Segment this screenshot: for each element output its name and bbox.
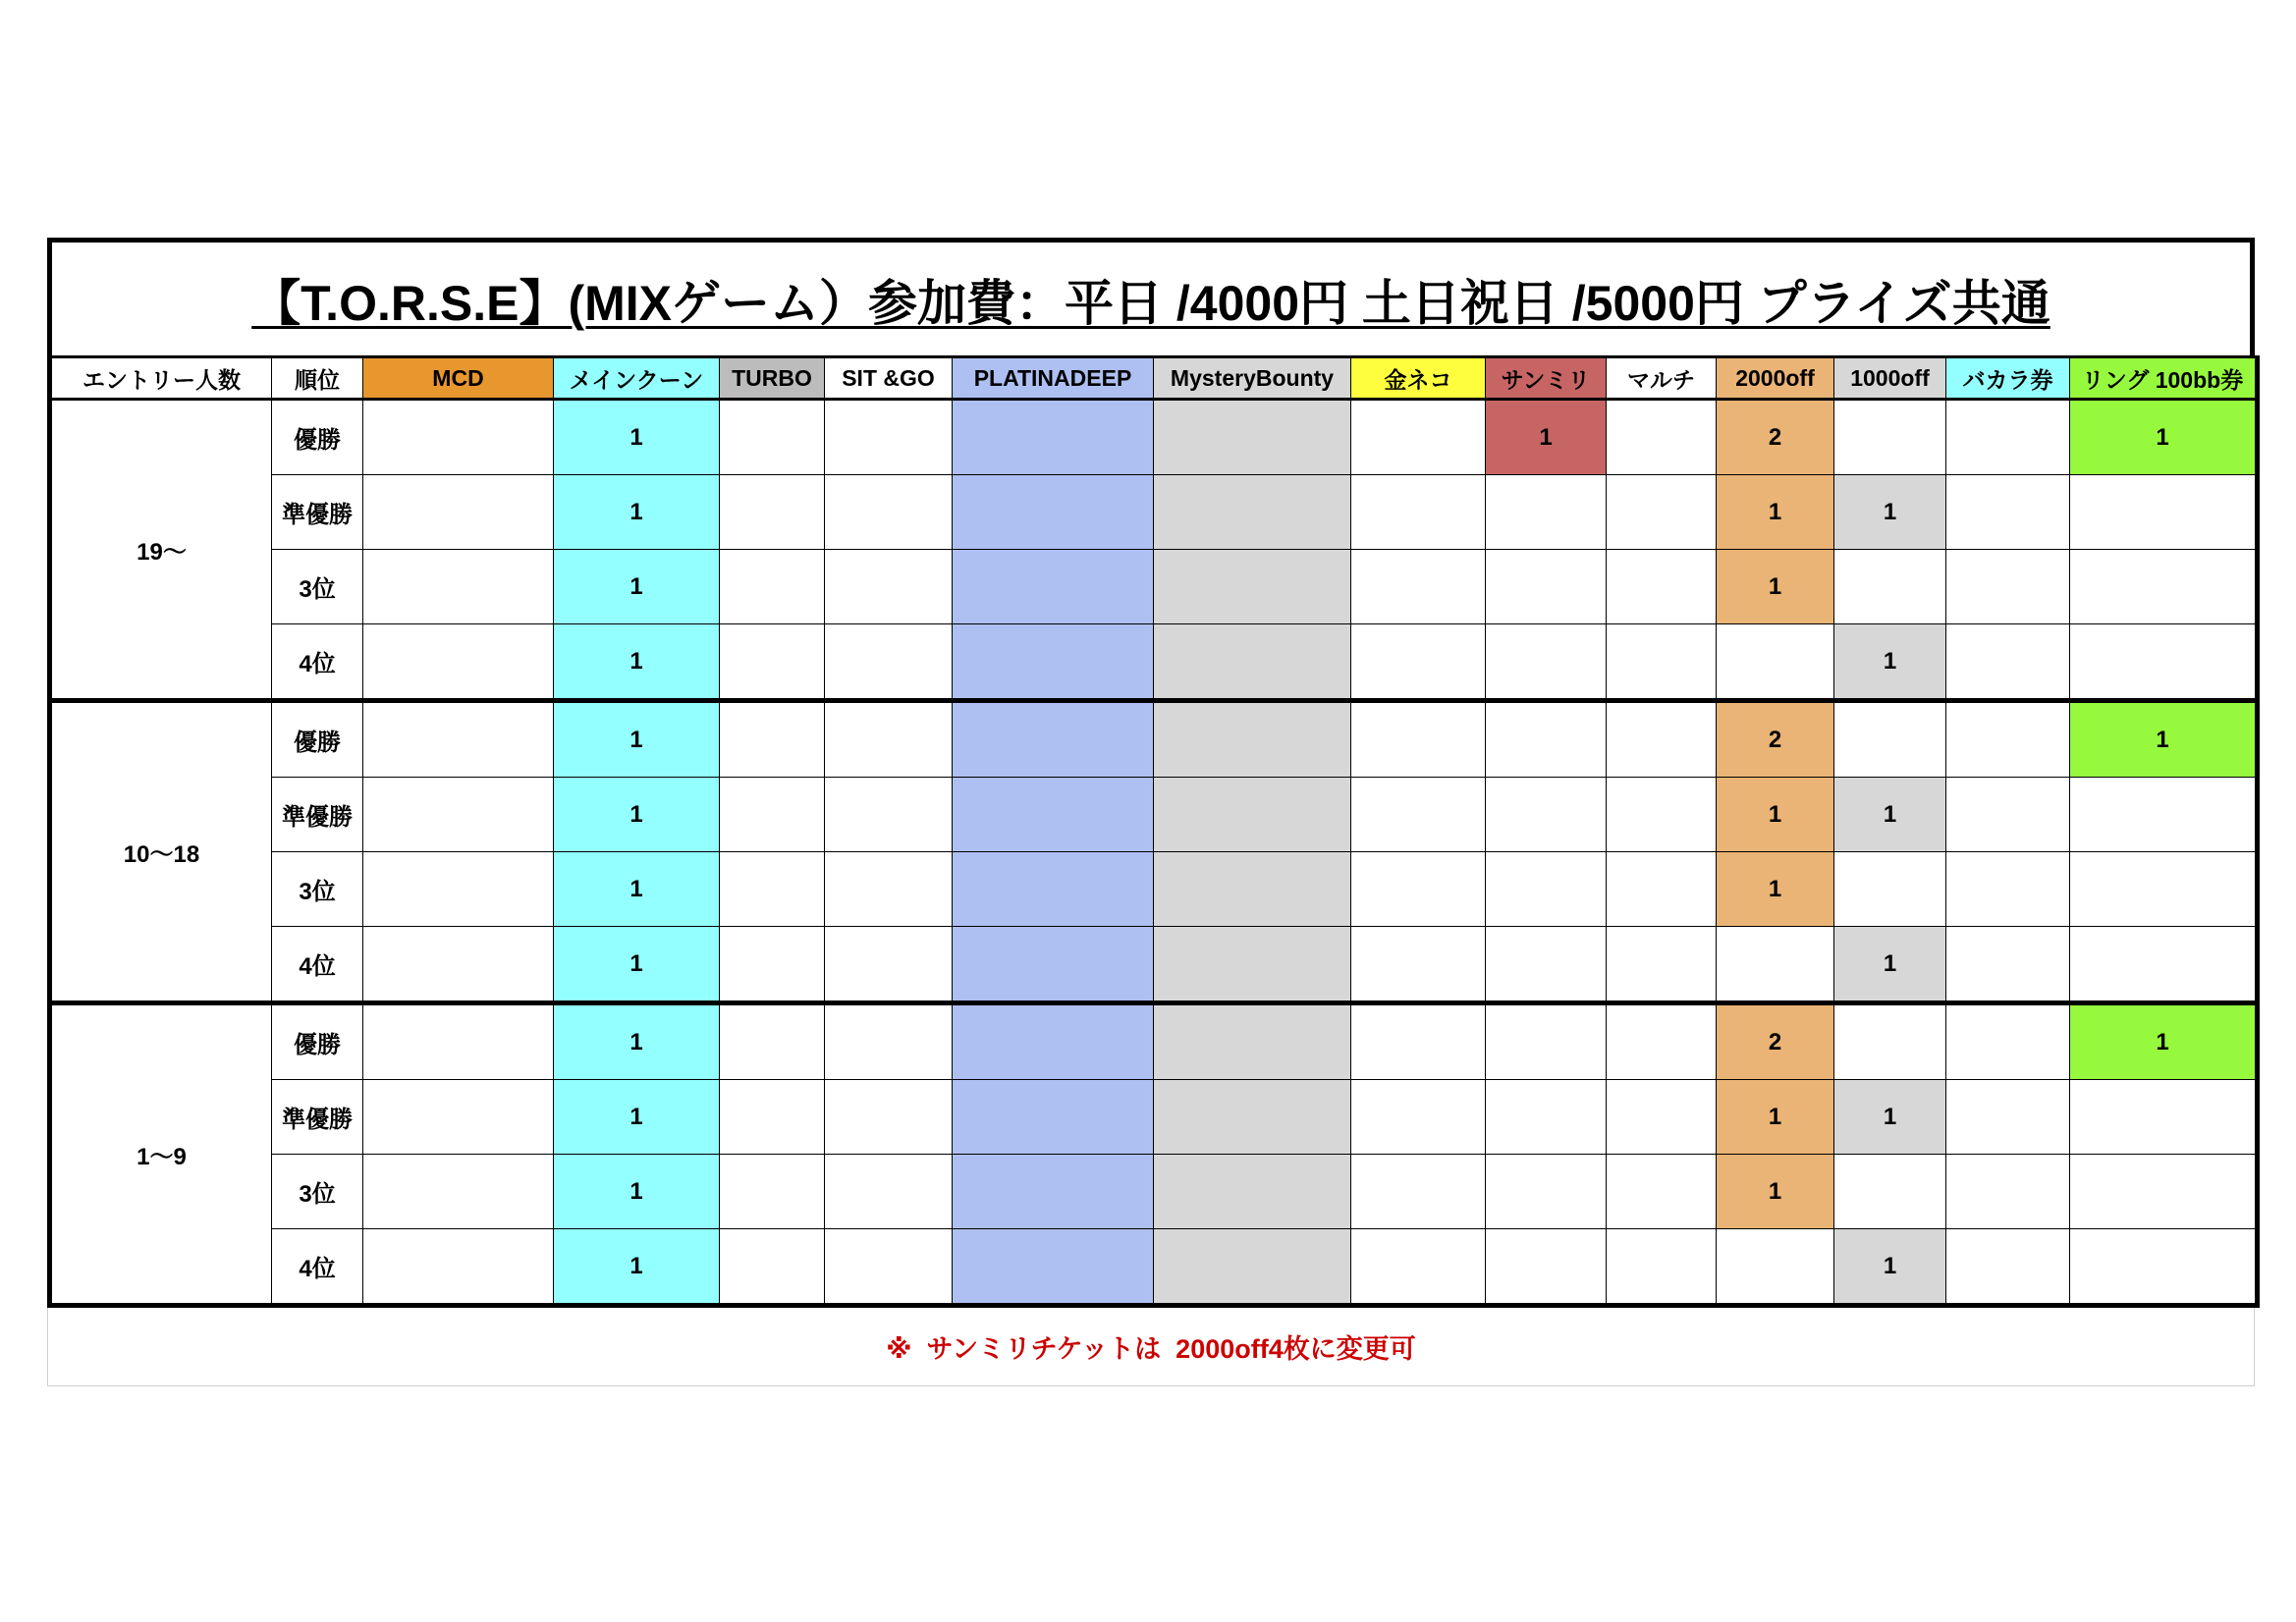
cell-mystery-bounty [1154,778,1351,852]
note-box [47,1308,2255,1386]
cell-platinadeep [953,1080,1154,1155]
header-cell: 1000off [1834,357,1946,400]
cell-turbo [720,475,825,550]
cell-bakara [1946,1229,2070,1306]
cell-kinneko [1351,400,1486,475]
cell-kinneko [1351,927,1486,1003]
cell-sit-go [825,927,953,1003]
header-cell: TURBO [720,357,825,400]
cell-sanmiri [1486,852,1607,927]
cell-turbo [720,927,825,1003]
cell-mcd [363,1155,554,1229]
cell-bakara [1946,475,2070,550]
cell-sit-go [825,852,953,927]
cell-ring-100bb [2070,927,2258,1003]
cell-multi [1607,701,1717,778]
cell-main-koon: 1 [554,1155,720,1229]
cell-mystery-bounty [1154,475,1351,550]
cell-main-koon: 1 [554,550,720,624]
rank-cell: 優勝 [272,400,363,475]
cell-platinadeep [953,927,1154,1003]
cell-ring-100bb: 1 [2070,701,2258,778]
cell-multi [1607,927,1717,1003]
cell-mystery-bounty [1154,852,1351,927]
cell-kinneko [1351,701,1486,778]
cell-sit-go [825,778,953,852]
rank-cell: 3位 [272,550,363,624]
cell-off1000: 1 [1834,927,1946,1003]
cell-mcd [363,1080,554,1155]
rank-cell: 3位 [272,1155,363,1229]
cell-mcd [363,624,554,701]
cell-sanmiri [1486,1229,1607,1306]
cell-mcd [363,1229,554,1306]
rank-cell: 準優勝 [272,1080,363,1155]
cell-bakara [1946,1003,2070,1080]
cell-ring-100bb [2070,1155,2258,1229]
rank-cell: 準優勝 [272,475,363,550]
cell-mcd [363,475,554,550]
cell-ring-100bb: 1 [2070,1003,2258,1080]
cell-platinadeep [953,624,1154,701]
cell-off2000: 1 [1717,778,1834,852]
cell-off1000: 1 [1834,1229,1946,1306]
cell-turbo [720,1155,825,1229]
cell-kinneko [1351,1003,1486,1080]
cell-off1000 [1834,400,1946,475]
header-cell: リング 100bb券 [2070,357,2258,400]
cell-main-koon: 1 [554,1003,720,1080]
cell-multi [1607,852,1717,927]
cell-off2000 [1717,1229,1834,1306]
cell-main-koon: 1 [554,778,720,852]
cell-kinneko [1351,852,1486,927]
cell-main-koon: 1 [554,475,720,550]
cell-turbo [720,1003,825,1080]
cell-platinadeep [953,475,1154,550]
cell-sit-go [825,1155,953,1229]
cell-off1000 [1834,701,1946,778]
rank-cell: 4位 [272,1229,363,1306]
cell-ring-100bb [2070,624,2258,701]
cell-turbo [720,852,825,927]
title-box [47,238,2255,355]
note-text: ※ サンミリチケットは 2000off4枚に変更可 [886,1334,1416,1364]
rank-cell: 準優勝 [272,778,363,852]
rank-cell: 3位 [272,852,363,927]
cell-sanmiri [1486,1080,1607,1155]
header-cell: SIT &GO [825,357,953,400]
cell-kinneko [1351,550,1486,624]
cell-off1000: 1 [1834,475,1946,550]
cell-bakara [1946,852,2070,927]
cell-off2000: 1 [1717,1155,1834,1229]
cell-sit-go [825,701,953,778]
cell-main-koon: 1 [554,927,720,1003]
cell-ring-100bb [2070,550,2258,624]
cell-mystery-bounty [1154,1155,1351,1229]
cell-off1000: 1 [1834,1080,1946,1155]
header-cell: 順位 [272,357,363,400]
cell-sanmiri: 1 [1486,400,1607,475]
cell-off2000 [1717,927,1834,1003]
rank-cell: 優勝 [272,701,363,778]
cell-multi [1607,400,1717,475]
header-cell: エントリー人数 [50,357,272,400]
cell-platinadeep [953,1003,1154,1080]
cell-turbo [720,400,825,475]
cell-multi [1607,1003,1717,1080]
table-row [50,400,2258,475]
cell-multi [1607,624,1717,701]
cell-platinadeep [953,400,1154,475]
cell-platinadeep [953,550,1154,624]
cell-turbo [720,701,825,778]
cell-main-koon: 1 [554,701,720,778]
table-row [50,1003,2258,1080]
cell-sanmiri [1486,550,1607,624]
cell-mystery-bounty [1154,550,1351,624]
table-row [50,701,2258,778]
cell-off2000: 1 [1717,852,1834,927]
rank-cell: 4位 [272,927,363,1003]
cell-off2000: 2 [1717,701,1834,778]
table-row [50,550,2258,624]
cell-turbo [720,778,825,852]
prize-sheet [47,238,2255,1386]
cell-platinadeep [953,778,1154,852]
cell-multi [1607,1155,1717,1229]
cell-off2000: 1 [1717,475,1834,550]
cell-mcd [363,400,554,475]
cell-multi [1607,475,1717,550]
cell-off1000: 1 [1834,778,1946,852]
cell-sit-go [825,1080,953,1155]
cell-sit-go [825,1003,953,1080]
cell-kinneko [1351,624,1486,701]
cell-sanmiri [1486,1003,1607,1080]
cell-sit-go [825,624,953,701]
cell-kinneko [1351,1155,1486,1229]
cell-multi [1607,778,1717,852]
page-title: 【T.O.R.S.E】(MIXゲーム）参加費：平日 /4000円 土日祝日 /5000円 プライズ共通 [251,275,2050,331]
cell-off2000: 1 [1717,1080,1834,1155]
cell-mcd [363,927,554,1003]
header-cell: サンミリ [1486,357,1607,400]
cell-bakara [1946,624,2070,701]
cell-mystery-bounty [1154,701,1351,778]
rank-cell: 優勝 [272,1003,363,1080]
cell-ring-100bb [2070,778,2258,852]
cell-sanmiri [1486,927,1607,1003]
header-cell: MysteryBounty [1154,357,1351,400]
entry-count-cell: 19～ [50,400,272,701]
cell-platinadeep [953,852,1154,927]
cell-multi [1607,1229,1717,1306]
cell-main-koon: 1 [554,1080,720,1155]
table-row [50,1229,2258,1306]
header-cell: PLATINADEEP [953,357,1154,400]
cell-multi [1607,550,1717,624]
cell-platinadeep [953,1229,1154,1306]
cell-off1000 [1834,1155,1946,1229]
cell-off2000: 2 [1717,1003,1834,1080]
cell-sit-go [825,1229,953,1306]
table-row [50,778,2258,852]
table-row [50,927,2258,1003]
header-row [50,357,2258,400]
cell-platinadeep [953,1155,1154,1229]
cell-main-koon: 1 [554,624,720,701]
cell-mcd [363,550,554,624]
table-row [50,1155,2258,1229]
cell-mystery-bounty [1154,1080,1351,1155]
cell-off2000: 1 [1717,550,1834,624]
cell-off1000: 1 [1834,624,1946,701]
cell-turbo [720,1229,825,1306]
cell-main-koon: 1 [554,852,720,927]
cell-mcd [363,701,554,778]
cell-sit-go [825,550,953,624]
cell-mystery-bounty [1154,400,1351,475]
cell-mcd [363,852,554,927]
cell-ring-100bb [2070,1080,2258,1155]
cell-mystery-bounty [1154,1229,1351,1306]
cell-main-koon: 1 [554,400,720,475]
cell-off2000 [1717,624,1834,701]
cell-kinneko [1351,778,1486,852]
cell-ring-100bb [2070,1229,2258,1306]
cell-bakara [1946,400,2070,475]
cell-ring-100bb [2070,475,2258,550]
cell-mystery-bounty [1154,1003,1351,1080]
cell-ring-100bb: 1 [2070,400,2258,475]
cell-multi [1607,1080,1717,1155]
header-cell: メインクーン [554,357,720,400]
cell-kinneko [1351,475,1486,550]
table-row [50,852,2258,927]
table-row [50,1080,2258,1155]
cell-bakara [1946,778,2070,852]
cell-off1000 [1834,852,1946,927]
cell-mystery-bounty [1154,927,1351,1003]
cell-turbo [720,550,825,624]
cell-sanmiri [1486,1155,1607,1229]
cell-sit-go [825,475,953,550]
cell-mcd [363,778,554,852]
cell-off1000 [1834,550,1946,624]
cell-platinadeep [953,701,1154,778]
table-row [50,475,2258,550]
cell-kinneko [1351,1080,1486,1155]
cell-main-koon: 1 [554,1229,720,1306]
cell-turbo [720,624,825,701]
table-row [50,624,2258,701]
header-cell: 2000off [1717,357,1834,400]
cell-bakara [1946,550,2070,624]
prize-table [47,355,2260,1308]
header-cell: 金ネコ [1351,357,1486,400]
cell-sanmiri [1486,475,1607,550]
header-cell: マルチ [1607,357,1717,400]
header-cell: バカラ券 [1946,357,2070,400]
entry-count-cell: 1～9 [50,1003,272,1306]
cell-bakara [1946,1155,2070,1229]
cell-mcd [363,1003,554,1080]
cell-sanmiri [1486,778,1607,852]
cell-bakara [1946,927,2070,1003]
cell-off2000: 2 [1717,400,1834,475]
cell-sit-go [825,400,953,475]
entry-count-cell: 10～18 [50,701,272,1003]
cell-ring-100bb [2070,852,2258,927]
cell-bakara [1946,1080,2070,1155]
cell-bakara [1946,701,2070,778]
rank-cell: 4位 [272,624,363,701]
cell-sanmiri [1486,624,1607,701]
cell-kinneko [1351,1229,1486,1306]
cell-off1000 [1834,1003,1946,1080]
cell-mystery-bounty [1154,624,1351,701]
cell-sanmiri [1486,701,1607,778]
header-cell: MCD [363,357,554,400]
cell-turbo [720,1080,825,1155]
